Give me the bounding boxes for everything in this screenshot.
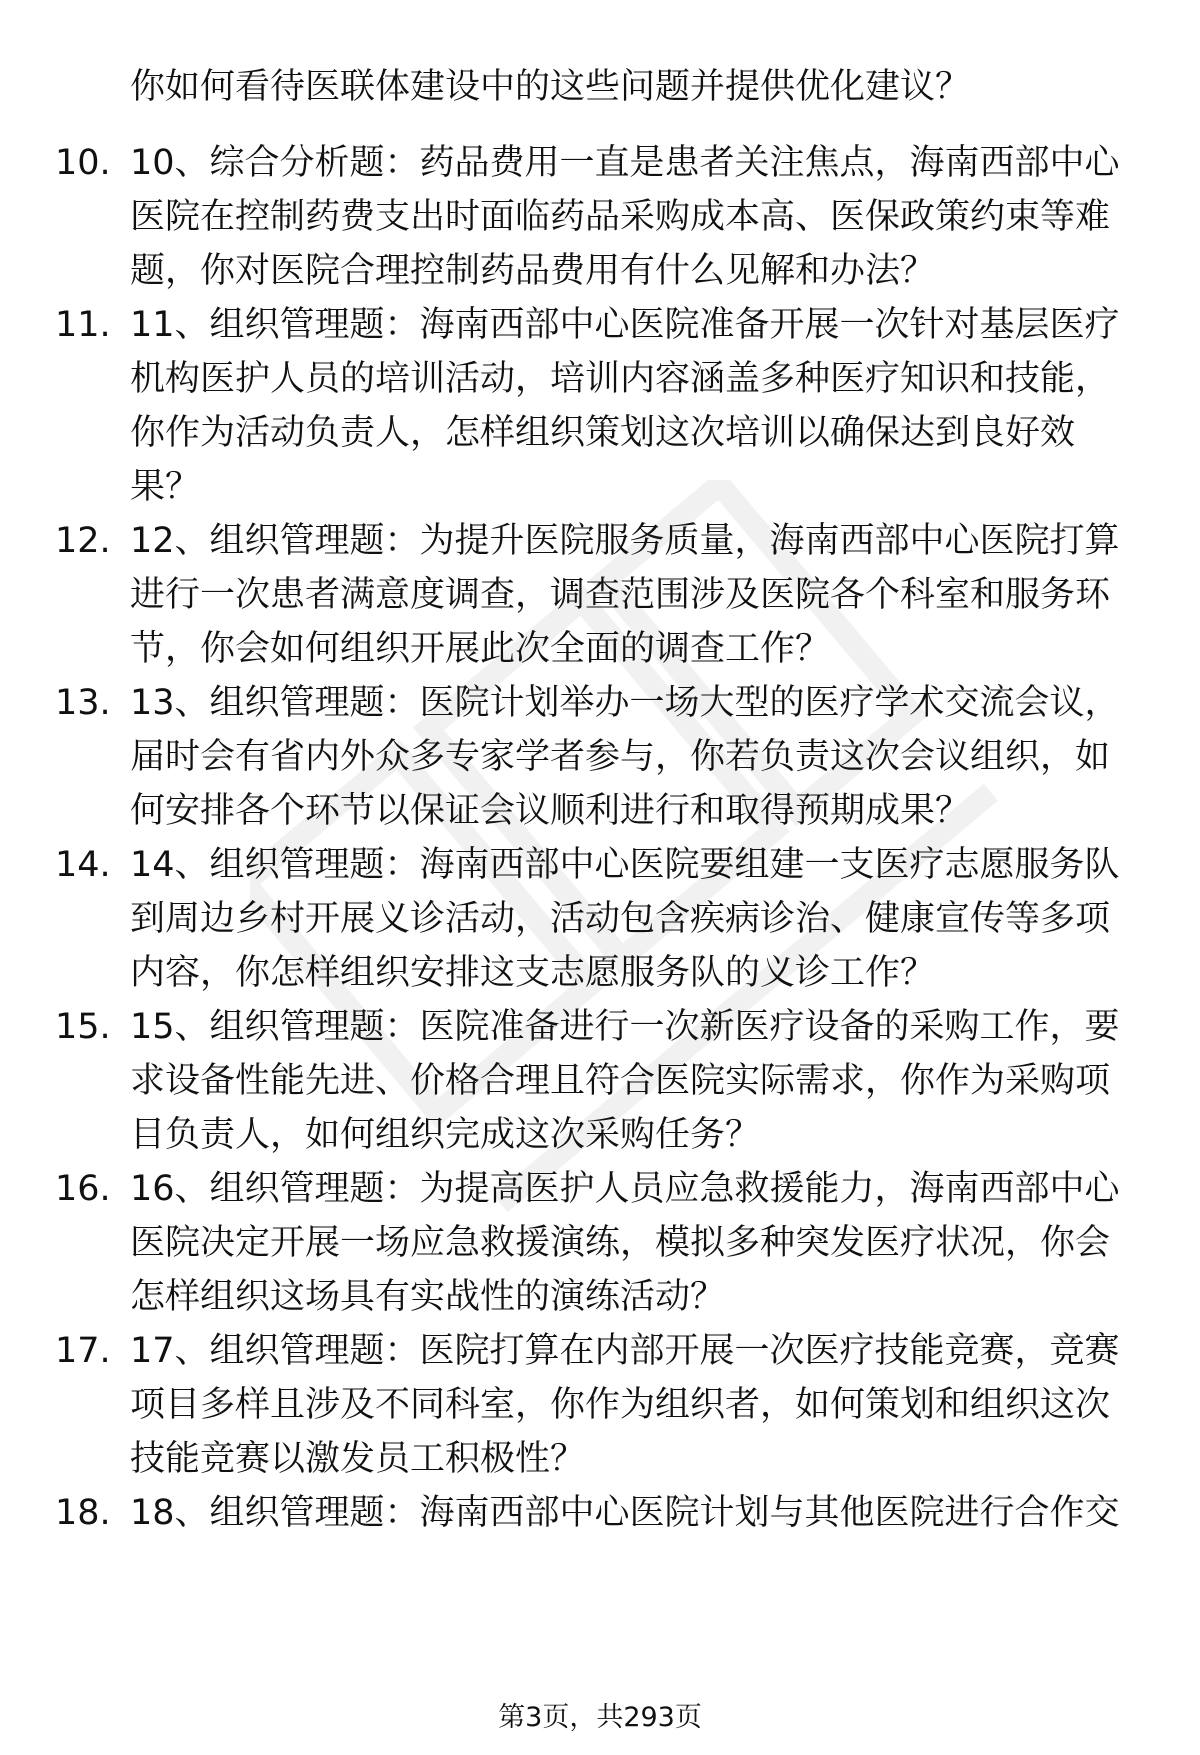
question-number: 10. bbox=[55, 143, 111, 183]
question-number: 13. bbox=[55, 683, 111, 723]
question-number: 14. bbox=[55, 845, 111, 885]
question-number: 17. bbox=[55, 1331, 111, 1371]
question-item bbox=[55, 676, 1145, 838]
question-number: 11. bbox=[55, 305, 111, 345]
question-number: 12. bbox=[55, 521, 111, 561]
question-number: 16. bbox=[55, 1169, 111, 1209]
question-item bbox=[55, 1162, 1145, 1324]
question-number: 15. bbox=[55, 1007, 111, 1047]
question-item bbox=[55, 514, 1145, 676]
question-text: 13、组织管理题：医院计划举办一场大型的医疗学术交流会议，届时会有省内外众多专家学者参与，你若负责这次会议组织，如何安排各个环节以保证会议顺利进行和取得预期成果？ bbox=[130, 683, 1120, 831]
question-item bbox=[55, 298, 1145, 514]
page-footer: 第3页，共293页 bbox=[498, 1702, 702, 1733]
question-text: 17、组织管理题：医院打算在内部开展一次医疗技能竞赛，竞赛项目多样且涉及不同科室，你作为组织者，如何策划和组织这次技能竞赛以激发员工积极性？ bbox=[130, 1331, 1120, 1479]
question-text: 12、组织管理题：为提升医院服务质量，海南西部中心医院打算进行一次患者满意度调查，调查范围涉及医院各个科室和服务环节，你会如何组织开展此次全面的调查工作？ bbox=[130, 521, 1120, 669]
question-text: 16、组织管理题：为提高医护人员应急救援能力，海南西部中心医院决定开展一场应急救援演练，模拟多种突发医疗状况，你会怎样组织这场具有实战性的演练活动？ bbox=[130, 1169, 1120, 1317]
question-number: 18. bbox=[55, 1493, 111, 1533]
question-item bbox=[55, 1324, 1145, 1486]
question-text: 18、组织管理题：海南西部中心医院计划与其他医院进行合作交 bbox=[130, 1493, 1120, 1533]
question-item bbox=[55, 136, 1145, 298]
intro-text: 你如何看待医联体建设中的这些问题并提供优化建议？ bbox=[130, 67, 971, 107]
question-text: 14、组织管理题：海南西部中心医院要组建一支医疗志愿服务队到周边乡村开展义诊活动，活动包含疾病诊治、健康宣传等多项内容，你怎样组织安排这支志愿服务队的义诊工作？ bbox=[130, 845, 1120, 993]
question-item bbox=[55, 1486, 1145, 1540]
question-text: 11、组织管理题：海南西部中心医院准备开展一次针对基层医疗机构医护人员的培训活动，培训内容涵盖多种医疗知识和技能，你作为活动负责人，怎样组织策划这次培训以确保达到良好效果？ bbox=[130, 305, 1120, 507]
question-text: 15、组织管理题：医院准备进行一次新医疗设备的采购工作，要求设备性能先进、价格合理且符合医院实际需求，你作为采购项目负责人，如何组织完成这次采购任务？ bbox=[130, 1007, 1120, 1155]
question-text: 10、综合分析题：药品费用一直是患者关注焦点，海南西部中心医院在控制药费支出时面临药品采购成本高、医保政策约束等难题，你对医院合理控制药品费用有什么见解和办法？ bbox=[130, 143, 1120, 291]
question-item bbox=[55, 838, 1145, 1000]
question-item bbox=[55, 1000, 1145, 1162]
